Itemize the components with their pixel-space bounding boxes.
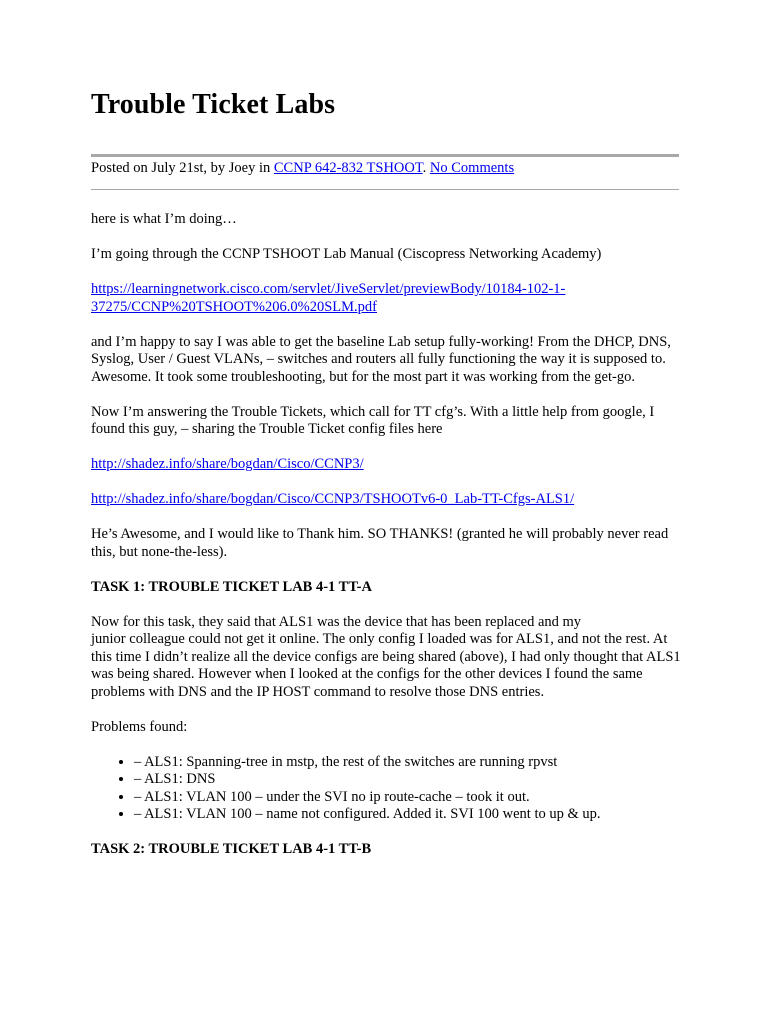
list-item: • – ALS1: DNS (134, 771, 683, 789)
post-title: Trouble Ticket Labs (91, 89, 336, 120)
problems-list (91, 754, 683, 824)
task1-heading: TASK 1: TROUBLE TICKET LAB 4-1 TT-A (91, 578, 372, 595)
manual-paragraph: I’m going through the CCNP TSHOOT Lab Manual (Ciscopress Networking Academy) (91, 246, 602, 262)
task1-rest: junior colleague could not get it online. The only config I loaded was for ALS1, and not the rest. At this time I didn’t realize all the device configs are being shared (above), I had only thought that ALS1 was being shared. However when I looked at the configs for the other devices I found the same problems with DNS and the IP HOST command to resolve those DNS entries. (91, 631, 681, 700)
post-meta-posted: Posted on July 21st, by Joey in (91, 160, 274, 176)
category-link[interactable]: CCNP 642-832 TSHOOT (273, 160, 423, 176)
list-item: • – ALS1: VLAN 100 – name not configured. Added it. SVI 100 went to up & up. (134, 806, 683, 824)
meta-divider-top (91, 154, 679, 157)
link1-paragraph (91, 456, 683, 474)
list-item: • – ALS1: VLAN 100 – under the SVI no ip route-cache – took it out. (134, 789, 683, 807)
task2-heading: TASK 2: TROUBLE TICKET LAB 4-1 TT-B (91, 841, 372, 857)
baseline-paragraph: and I’m happy to say I was able to get the baseline Lab setup fully-working! From the DHCP, DNS, Syslog, User / Guest VLANs, – switches and routers all fully functioning the way it is supposed to. Awesome. It took some troubleshooting, but for the most part it was working from the get-go. (91, 333, 671, 385)
shadez-link[interactable]: http://shadez.info/share/bogdan/Cisco/CCNP3/ (91, 456, 364, 472)
post-meta-separator: . (422, 160, 430, 176)
manual-link[interactable] (91, 281, 565, 315)
shadez-als1-link[interactable]: http://shadez.info/share/bogdan/Cisco/CCNP3/TSHOOTv6-0_Lab-TT-Cfgs-ALS1/ (91, 491, 575, 507)
task1-line1: Now for this task, they said that ALS1 was the device that has been replaced and my (91, 613, 582, 630)
meta-divider-bottom (91, 189, 679, 190)
problems-label: Problems found: (91, 718, 188, 735)
manual-link-line1: https://learningnetwork.cisco.com/servlet/JiveServlet/previewBody/10184-102-1- (91, 281, 566, 297)
comments-link[interactable]: No Comments (429, 160, 515, 176)
manual-link-line2: 37275/CCNP%20TSHOOT%206.0%20SLM.pdf (91, 298, 377, 315)
answering-paragraph: Now I’m answering the Trouble Tickets, which call for TT cfg’s. With a little help from google, I found this guy, – sharing the Trouble Ticket config files here (91, 403, 655, 437)
manual-link-paragraph (91, 281, 683, 316)
post-content (91, 211, 683, 876)
task1-paragraph (91, 614, 683, 702)
intro-paragraph: here is what I’m doing… (91, 211, 237, 227)
link2-paragraph (91, 491, 683, 509)
list-item: • – ALS1: Spanning-tree in mstp, the rest of the switches are running rpvst (134, 754, 683, 772)
post-meta (91, 159, 514, 177)
thanks-paragraph: He’s Awesome, and I would like to Thank him. SO THANKS! (granted he will probably never read this, but none-the-less). (91, 526, 669, 560)
